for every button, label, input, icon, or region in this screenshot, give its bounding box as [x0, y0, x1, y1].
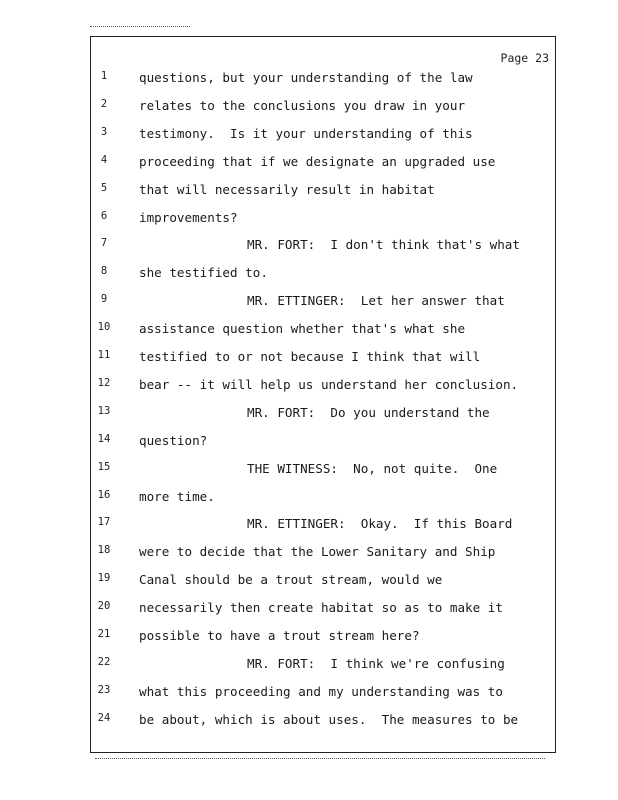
line-text: MR. ETTINGER: Let her answer that	[247, 293, 505, 309]
transcript-line	[91, 710, 557, 732]
line-number: 2	[100, 97, 108, 110]
line-text: assistance question whether that's what she	[139, 321, 466, 337]
line-text: questions, but your understanding of the law	[139, 70, 473, 85]
line-text: be about, which is about uses. The measures to be	[139, 711, 519, 727]
transcript-line	[91, 487, 557, 509]
transcript-line	[91, 152, 557, 174]
line-text: what this proceeding and my understanding was to	[139, 683, 503, 699]
scan-artifact-top	[90, 26, 190, 29]
line-number: 17	[97, 516, 111, 529]
line-number: 8	[100, 265, 108, 278]
line-text: necessarily then create habitat so as to make it	[139, 600, 503, 616]
transcript-line	[91, 68, 557, 90]
line-text: bear -- it will help us understand her conclusion.	[139, 376, 519, 392]
line-text: THE WITNESS: No, not quite. One	[247, 460, 498, 476]
line-number: 11	[97, 349, 111, 361]
line-number: 15	[97, 460, 111, 473]
line-number: 3	[100, 125, 108, 138]
line-text: proceeding that if we designate an upgraded use	[139, 153, 496, 169]
line-number: 9	[100, 293, 108, 306]
transcript-line	[91, 124, 557, 146]
line-text: testified to or not because I think that will	[139, 349, 481, 364]
line-number: 22	[97, 655, 111, 668]
line-text: Canal should be a trout stream, would we	[139, 572, 443, 588]
line-text: MR. ETTINGER: Okay. If this Board	[247, 516, 513, 532]
line-number: 12	[97, 376, 111, 389]
transcript-line	[91, 96, 557, 118]
line-number: 18	[97, 544, 111, 557]
line-number: 7	[100, 237, 108, 250]
line-number: 14	[97, 432, 111, 445]
line-number: 10	[97, 321, 111, 334]
page-number: Page 23	[500, 51, 549, 65]
line-text: MR. FORT: Do you understand the	[247, 404, 490, 420]
line-number: 5	[100, 181, 108, 194]
line-text: more time.	[139, 488, 215, 504]
transcript-frame	[90, 36, 556, 753]
transcript-line	[91, 514, 557, 536]
line-number: 16	[97, 488, 111, 501]
line-text: were to decide that the Lower Sanitary and Ship	[139, 544, 496, 560]
transcript-line	[91, 431, 557, 453]
line-number: 24	[97, 711, 111, 724]
transcript-line	[91, 180, 557, 202]
transcript-line	[91, 291, 557, 313]
transcript-line	[91, 347, 557, 369]
line-text: testimony. Is it your understanding of this	[139, 125, 473, 141]
transcript-line	[91, 235, 557, 257]
line-text: MR. FORT: I don't think that's what	[247, 237, 520, 253]
scan-artifact-bottom	[95, 758, 545, 761]
line-number: 1	[100, 70, 108, 82]
line-text: possible to have a trout stream here?	[139, 628, 420, 643]
transcript-line	[91, 459, 557, 481]
transcript-line	[91, 263, 557, 285]
transcript-line	[91, 208, 557, 230]
line-number: 23	[97, 683, 111, 696]
line-number: 6	[100, 209, 108, 222]
line-number: 21	[97, 628, 111, 640]
transcript-line	[91, 375, 557, 397]
line-text: that will necessarily result in habitat	[139, 181, 435, 197]
transcript-line	[91, 542, 557, 564]
transcript-line	[91, 654, 557, 676]
line-text: she testified to.	[139, 265, 268, 281]
line-number: 20	[97, 600, 111, 613]
transcript-line	[91, 626, 557, 648]
line-text: improvements?	[139, 209, 238, 225]
transcript-line	[91, 598, 557, 620]
transcript-line	[91, 682, 557, 704]
transcript-line	[91, 319, 557, 341]
transcript-line	[91, 403, 557, 425]
line-text: question?	[139, 432, 208, 448]
transcript-line	[91, 570, 557, 592]
line-number: 4	[100, 153, 108, 166]
line-text: MR. FORT: I think we're confusing	[247, 655, 505, 671]
line-number: 13	[97, 404, 111, 417]
line-number: 19	[97, 572, 111, 585]
line-text: relates to the conclusions you draw in your	[139, 97, 466, 113]
